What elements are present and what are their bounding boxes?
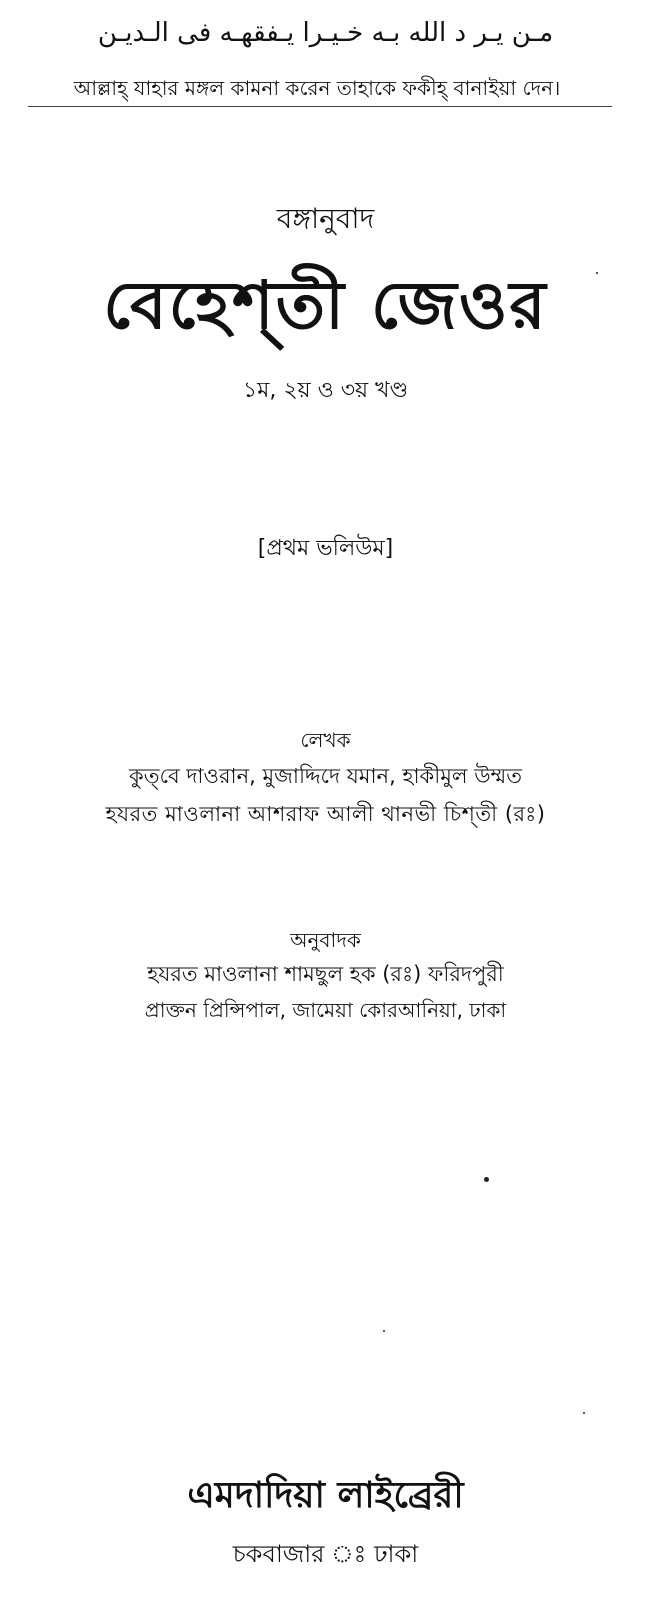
translator-position: প্রাক্তন প্রিন্সিপাল, জামেয়া কোরআনিয়া, ঢাকা [144, 998, 507, 1022]
verse-divider [28, 106, 612, 107]
arabic-verse: مـن يـر د الله بـه خـيـرا يـفقهـه فى الـديـن [97, 18, 554, 48]
author-name: হযরত মাওলানা আশরাফ আলী থানভী চিশ্‌তী (রঃ) [105, 802, 546, 826]
author-honorifics: কুত্‌বে দাওরান, মুজাদ্দিদে যমান, হাকীমুল উম্মত [129, 764, 522, 788]
translation-subtitle: বঙ্গানুবাদ [276, 202, 375, 235]
volume-label: [প্রথম ভলিউম] [257, 536, 394, 561]
bengali-verse-translation: আল্লাহ্ যাহার মঙ্গল কামনা করেন তাহাকে ফকীহ্ বানাইয়া দেন। [73, 76, 561, 100]
author-label: লেখক [300, 728, 351, 752]
book-title: বেহেশ্‌তী জেওর [103, 267, 548, 344]
publisher-name: এমদাদিয়া লাইব্রেরী [187, 1475, 464, 1516]
publisher-address: চকবাজার ঃ ঢাকা [232, 1540, 419, 1568]
scan-speck [596, 272, 598, 274]
scan-speck [383, 1330, 385, 1332]
translator-name: হযরত মাওলানা শামছুল হক (রঃ) ফরিদপুরী [147, 962, 504, 986]
scan-speck [484, 1177, 489, 1182]
translator-label: অনুবাদক [290, 928, 361, 952]
book-parts: ১ম, ২য় ও ৩য় খণ্ড [242, 378, 409, 403]
scan-speck [583, 1412, 585, 1414]
